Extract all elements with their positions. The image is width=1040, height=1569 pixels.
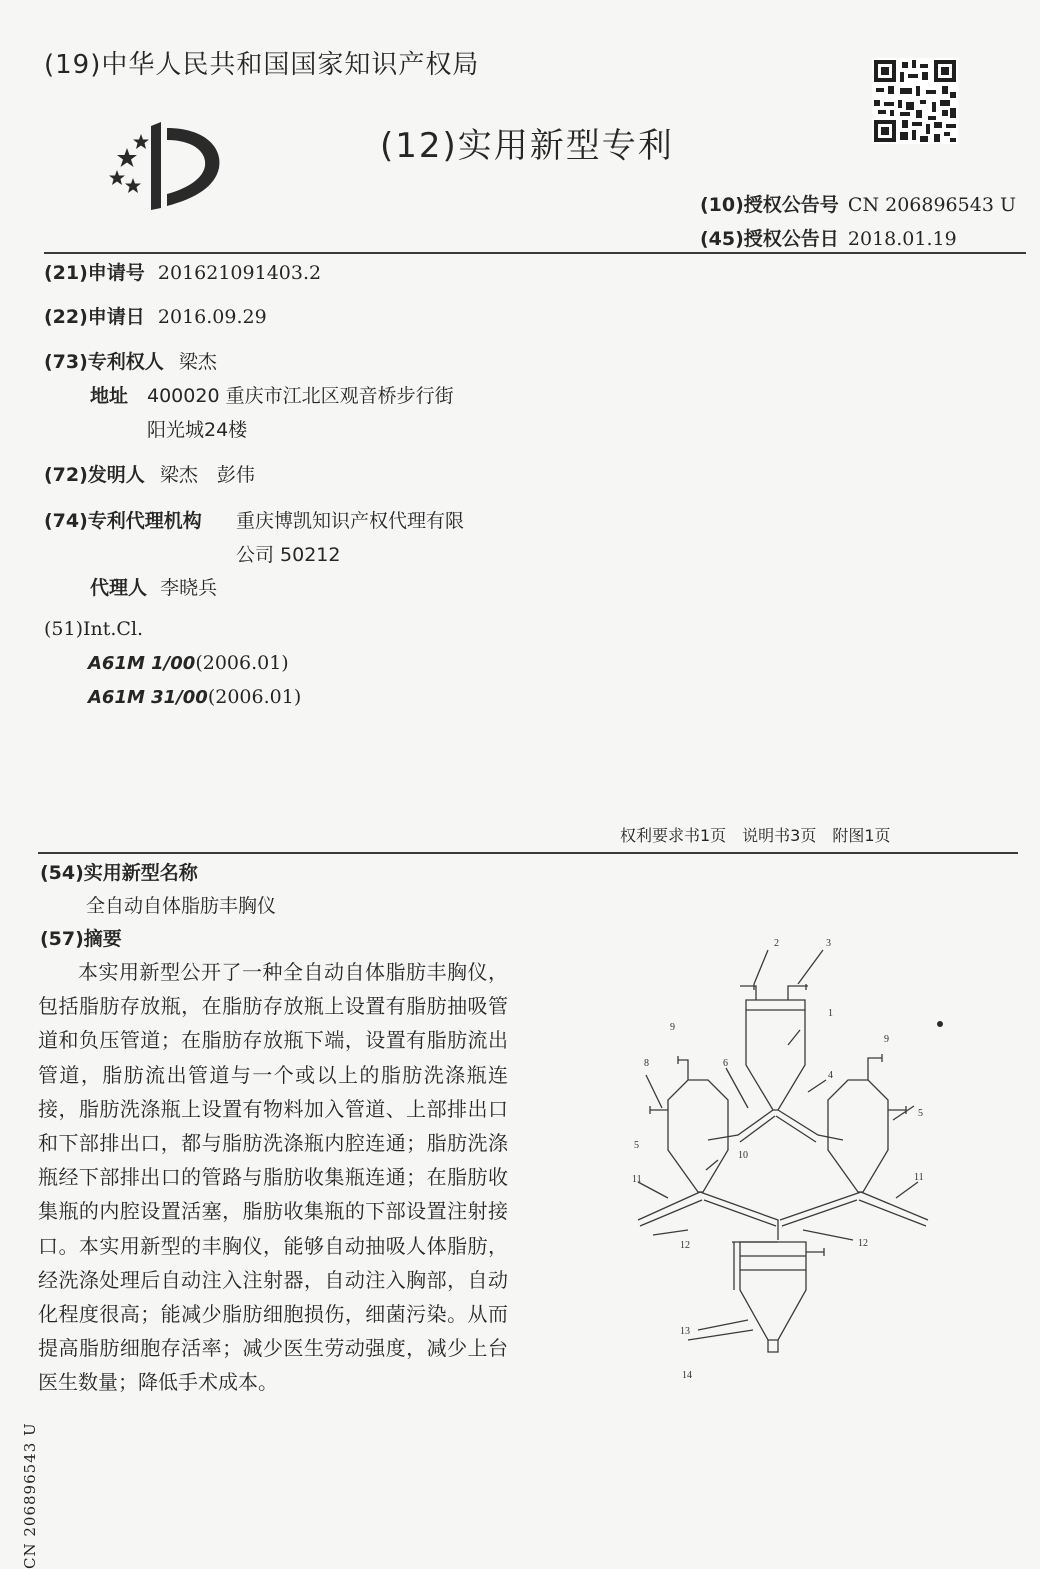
intcl-item bbox=[88, 652, 289, 674]
address-label: 地址 bbox=[90, 385, 129, 407]
intcl-item bbox=[88, 686, 301, 708]
fig-label: 11 bbox=[632, 1174, 642, 1185]
header-rule bbox=[44, 252, 1026, 254]
section-rule bbox=[38, 852, 1018, 854]
address-line1: 400020 重庆市江北区观音桥步行街 bbox=[147, 385, 454, 407]
office-name: (19)中华人民共和国国家知识产权局 bbox=[44, 50, 480, 80]
grant-date-value: 2018.01.19 bbox=[847, 228, 957, 250]
fig-label: 13 bbox=[680, 1326, 690, 1337]
app-date-label: (22)申请日 bbox=[44, 306, 145, 328]
inventor-value: 梁杰 彭伟 bbox=[159, 464, 255, 486]
fig-label: 5 bbox=[918, 1108, 923, 1119]
fig-label: 1 bbox=[828, 1008, 833, 1019]
agency-line2: 公司 50212 bbox=[236, 544, 341, 566]
qr-code bbox=[872, 58, 958, 144]
inventor-label: (72)发明人 bbox=[44, 464, 145, 486]
abstract-label: (57)摘要 bbox=[40, 928, 122, 950]
patentee-label: (73)专利权人 bbox=[44, 351, 164, 373]
intcl-code: A61M 1/00 bbox=[88, 653, 196, 674]
address-line2: 阳光城24楼 bbox=[147, 419, 248, 441]
agent-label: 代理人 bbox=[90, 577, 148, 599]
intcl-version: (2006.01) bbox=[195, 652, 289, 674]
cnipa-logo bbox=[105, 118, 230, 213]
fig-label: 4 bbox=[828, 1070, 833, 1081]
fig-label: 14 bbox=[682, 1370, 692, 1381]
abstract-text: 本实用新型公开了一种全自动自体脂肪丰胸仪，包括脂肪存放瓶，在脂肪存放瓶上设置有脂肪抽吸管道和负压管道；在脂肪存放瓶下端，设置有脂肪流出管道，脂肪流出管道与一个或以上的脂肪洗涤瓶连接，脂肪洗涤瓶上设置有物料加入管道、上部排出口和下部排出口，都与脂肪洗涤瓶内腔连通；脂肪洗涤瓶经下部排出口的管路与脂肪收集瓶连通；在脂肪收集瓶的内腔设置活塞，脂肪收集瓶的下部设置注射接口。本实用新型的丰胸仪，能够自动抽吸人体脂肪，经洗涤处理后自动注入注射器，自动注入胸部，自动化程度很高；能减少脂肪细胞损伤，细菌污染。从而提高脂肪细胞存活率；减少医生劳动强度，减少上台医生数量；降低手术成本。 bbox=[38, 960, 508, 1395]
agency-label: (74)专利代理机构 bbox=[44, 510, 202, 532]
side-publication-code: CN 206896543 U bbox=[21, 1422, 39, 1569]
app-no-label: (21)申请号 bbox=[44, 262, 145, 284]
app-no-value: 201621091403.2 bbox=[157, 262, 322, 284]
document-type: (12)实用新型专利 bbox=[380, 126, 674, 166]
grant-no-value: CN 206896543 U bbox=[847, 194, 1016, 216]
fig-label: 12 bbox=[680, 1240, 690, 1251]
fig-label: 10 bbox=[738, 1150, 748, 1161]
title-label: (54)实用新型名称 bbox=[40, 862, 198, 884]
intcl-code: A61M 31/00 bbox=[88, 687, 208, 708]
agent-value: 李晓兵 bbox=[160, 577, 218, 599]
fig-label: 12 bbox=[858, 1238, 868, 1249]
fig-label: 8 bbox=[644, 1058, 649, 1069]
fig-label: 9 bbox=[670, 1022, 675, 1033]
app-date-value: 2016.09.29 bbox=[157, 306, 267, 328]
abstract-figure bbox=[628, 930, 948, 1390]
grant-no-label: (10)授权公告号 bbox=[700, 194, 839, 216]
agency-line1: 重庆博凯知识产权代理有限 bbox=[236, 510, 465, 532]
fig-label: 6 bbox=[723, 1058, 728, 1069]
fig-label: 3 bbox=[826, 938, 831, 949]
grant-date-label: (45)授权公告日 bbox=[700, 228, 839, 250]
fig-label: 11 bbox=[914, 1172, 924, 1183]
utility-model-title: 全自动自体脂肪丰胸仪 bbox=[86, 895, 277, 917]
pages-note: 权利要求书1页 说明书3页 附图1页 bbox=[620, 826, 891, 845]
fig-label: 9 bbox=[884, 1034, 889, 1045]
fig-label: 2 bbox=[774, 938, 779, 949]
fig-label: 5 bbox=[634, 1140, 639, 1151]
intcl-version: (2006.01) bbox=[207, 686, 302, 708]
patentee-value: 梁杰 bbox=[178, 351, 217, 373]
intcl-label: (51)Int.Cl. bbox=[44, 618, 144, 640]
